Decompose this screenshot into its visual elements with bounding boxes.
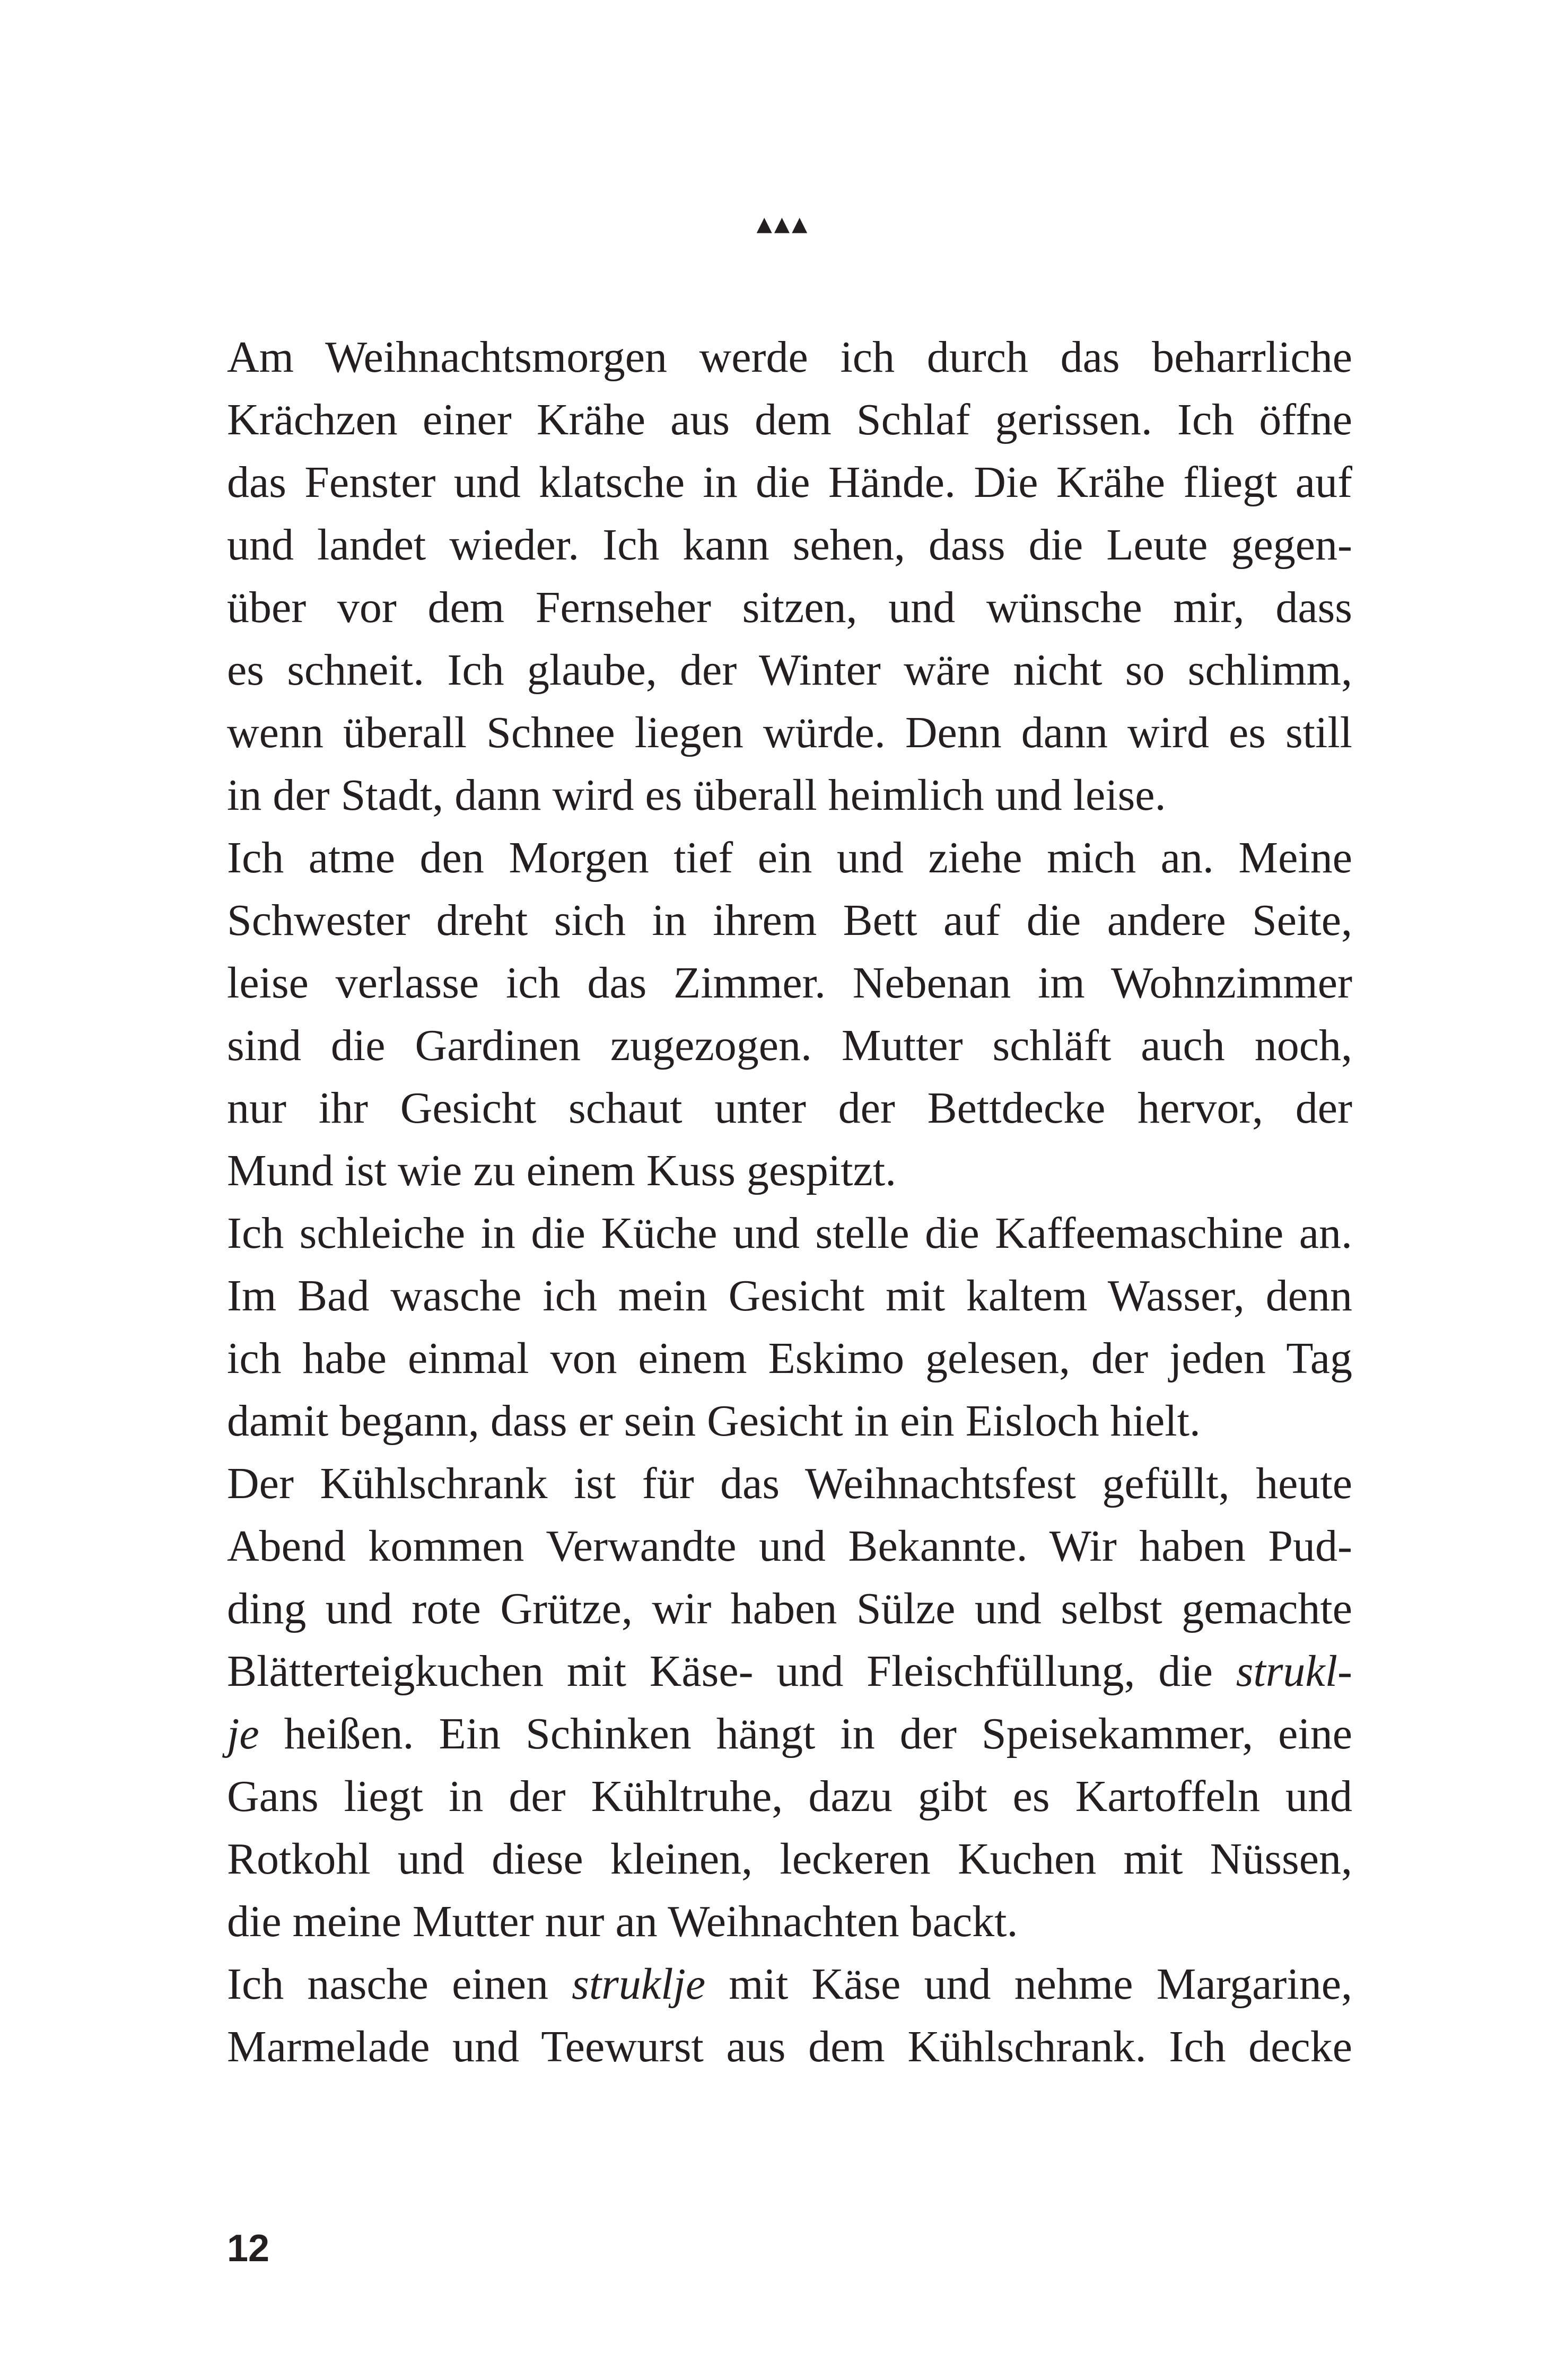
- text-span: heißen. Ein Schinken hängt in der Speisekammer, eine: [259, 1709, 1352, 1758]
- text-line: [227, 764, 1352, 827]
- text-span: leise verlasse ich das Zimmer. Nebenan im Wohnzimmer: [227, 958, 1352, 1008]
- text-line: [227, 1640, 1352, 1703]
- text-span: über vor dem Fernseher sitzen, und wünsche mir, dass: [227, 583, 1352, 632]
- text-span: ding und rote Grütze, wir haben Sülze und selbst gemachte: [227, 1584, 1352, 1633]
- text-line: [227, 389, 1352, 451]
- page-number: 12: [227, 2227, 270, 2270]
- italic-word: je: [227, 1709, 259, 1758]
- body-text: [227, 326, 1352, 2078]
- text-line: [227, 1452, 1352, 1515]
- text-span: Ich atme den Morgen tief ein und ziehe mich an. Meine: [227, 833, 1352, 882]
- text-span: das Fenster und klatsche in die Hände. Die Krähe fliegt auf: [227, 458, 1352, 507]
- text-span: wenn überall Schnee liegen würde. Denn dann wird es still: [227, 708, 1352, 757]
- text-span: Am Weihnachtsmorgen werde ich durch das beharrliche: [227, 332, 1352, 382]
- section-ornament: ▲▲▲: [756, 212, 810, 235]
- text-line: [227, 2016, 1352, 2078]
- text-line: [227, 1515, 1352, 1578]
- text-span: mit Käse und nehme Margarine,: [705, 1959, 1353, 2009]
- text-span: Ich schleiche in die Küche und stelle die Kaffeemaschine an.: [227, 1209, 1352, 1258]
- text-span: Im Bad wasche ich mein Gesicht mit kaltem Wasser, denn: [227, 1271, 1352, 1320]
- text-line: [227, 1891, 1352, 1953]
- text-span: sind die Gardinen zugezogen. Mutter schläft auch noch,: [227, 1021, 1352, 1070]
- italic-word: strukl-: [1236, 1647, 1352, 1696]
- text-line: [227, 1953, 1352, 2016]
- text-line: [227, 1077, 1352, 1140]
- text-span: Rotkohl und diese kleinen, leckeren Kuchen mit Nüssen,: [227, 1834, 1352, 1884]
- text-line: [227, 326, 1352, 389]
- text-line: [227, 451, 1352, 514]
- text-line: [227, 1202, 1352, 1265]
- text-span: Mund ist wie zu einem Kuss gespitzt.: [227, 1146, 897, 1195]
- text-span: nur ihr Gesicht schaut unter der Bettdecke hervor, der: [227, 1083, 1352, 1133]
- text-span: Der Kühlschrank ist für das Weihnachtsfest gefüllt, heute: [227, 1459, 1352, 1508]
- text-line: [227, 1265, 1352, 1327]
- text-span: Marmelade und Teewurst aus dem Kühlschrank. Ich decke: [227, 2022, 1352, 2071]
- text-line: [227, 889, 1352, 952]
- text-line: [227, 639, 1352, 702]
- text-span: die meine Mutter nur an Weihnachten backt.: [227, 1897, 1018, 1946]
- text-line: [227, 514, 1352, 576]
- italic-word: struklje: [572, 1959, 706, 2009]
- text-line: [227, 702, 1352, 764]
- text-span: Schwester dreht sich in ihrem Bett auf die andere Seite,: [227, 896, 1352, 945]
- text-span: es schneit. Ich glaube, der Winter wäre nicht so schlimm,: [227, 645, 1352, 695]
- text-line: [227, 1765, 1352, 1828]
- text-span: Abend kommen Verwandte und Bekannte. Wir haben Pud-: [227, 1521, 1352, 1571]
- text-span: in der Stadt, dann wird es überall heimlich und leise.: [227, 771, 1166, 820]
- text-span: und landet wieder. Ich kann sehen, dass die Leute gegen-: [227, 520, 1352, 570]
- text-line: [227, 1578, 1352, 1640]
- text-span: Krächzen einer Krähe aus dem Schlaf gerissen. Ich öffne: [227, 395, 1352, 444]
- text-span: damit begann, dass er sein Gesicht in ein Eisloch hielt.: [227, 1396, 1201, 1446]
- text-line: [227, 1014, 1352, 1077]
- text-line: [227, 952, 1352, 1014]
- text-span: Blätterteigkuchen mit Käse- und Fleischfüllung, die: [227, 1647, 1236, 1696]
- text-line: [227, 576, 1352, 639]
- text-span: Gans liegt in der Kühltruhe, dazu gibt es Kartoffeln und: [227, 1772, 1352, 1821]
- text-line: [227, 1140, 1352, 1202]
- text-line: [227, 1828, 1352, 1891]
- text-span: Ich nasche einen: [227, 1959, 572, 2009]
- text-line: [227, 1327, 1352, 1390]
- text-line: [227, 827, 1352, 889]
- text-span: ich habe einmal von einem Eskimo gelesen, der jeden Tag: [227, 1334, 1352, 1383]
- text-line: [227, 1390, 1352, 1452]
- text-line: [227, 1703, 1352, 1765]
